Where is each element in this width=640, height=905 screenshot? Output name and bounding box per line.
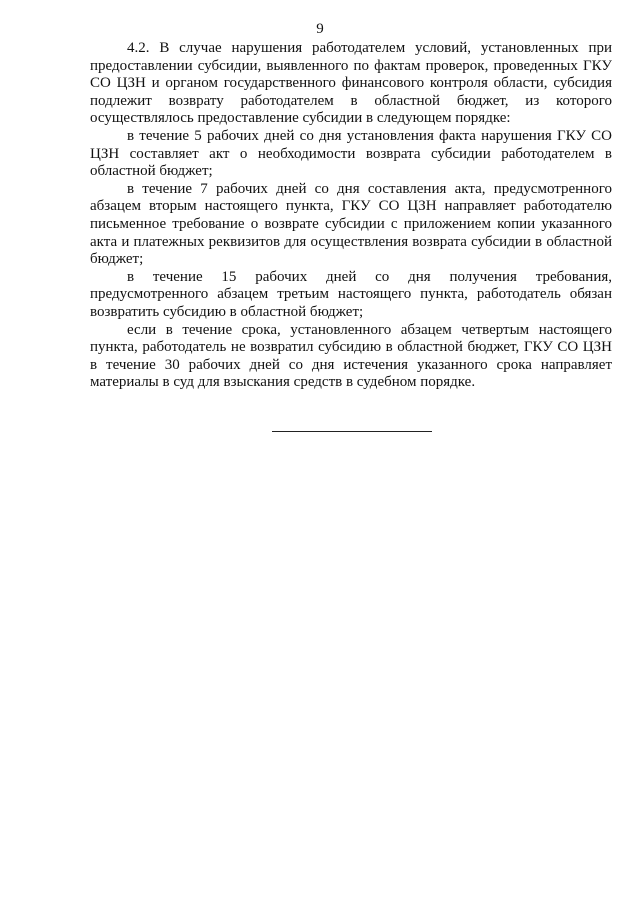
paragraph-4-2: 4.2. В случае нарушения работодателем условий, установленных при предоставлении субсидии, выявленного по фактам проверок, проведенных ГКУ СО ЦЗН и органом государственного финансового контроля области, субсидия подлежит возврату работодателем в областной бюджет, из которого осуществлялось предоставление субсидии в следующем порядке: <box>90 40 612 127</box>
paragraph-30-days: если в течение срока, установленного абзацем четвертым настоящего пункта, работодатель не возвратил субсидию в областной бюджет, ГКУ СО ЦЗН в течение 30 рабочих дней со дня истечения указанного срока направляет материалы в суд для взыскания средств в судебном порядке. <box>90 321 612 391</box>
paragraph-15-days: в течение 15 рабочих дней со дня получения требования, предусмотренного абзацем третьим настоящего пункта, работодатель обязан возвратить субсидию в областной бюджет; <box>90 268 612 320</box>
page-number: 9 <box>316 21 324 37</box>
paragraph-7-days: в течение 7 рабочих дней со дня составления акта, предусмотренного абзацем вторым настоящего пункта, ГКУ СО ЦЗН направляет работодателю письменное требование о возврате субсидии с приложением копии указанного акта и платежных реквизитов для осуществления возврата субсидии в областной бюджет; <box>90 180 612 268</box>
document-body <box>90 40 612 392</box>
end-separator-line <box>272 431 432 432</box>
paragraph-5-days: в течение 5 рабочих дней со дня установления факта нарушения ГКУ СО ЦЗН составляет акт о необходимости возврата субсидии работодателем в областной бюджет; <box>90 127 612 180</box>
